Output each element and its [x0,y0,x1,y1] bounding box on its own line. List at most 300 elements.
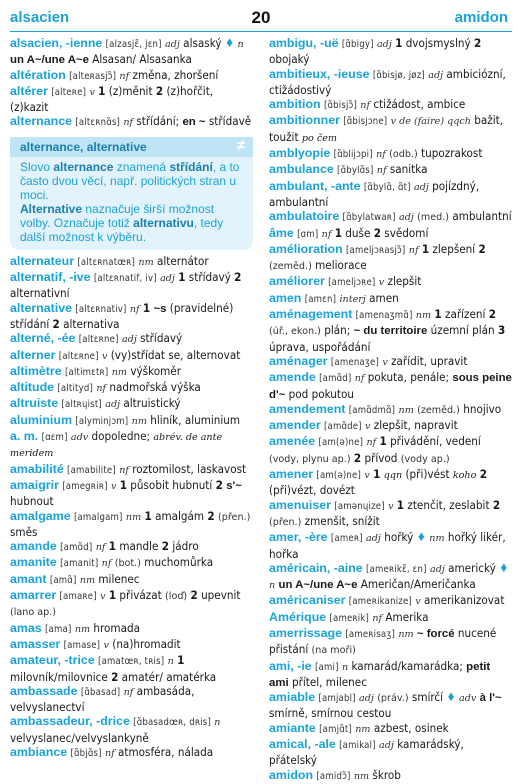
translation: nucené přistání [269,625,497,657]
sense-number: 2 [373,225,381,240]
usage-label: (med.) [417,212,450,224]
note: qqn [383,470,403,482]
translation: přivázat [119,588,162,603]
sense-number: 1 [142,300,151,315]
grammar: v [364,470,370,482]
pronunciation: [altityd] [57,383,94,395]
translation: smírně, smírnou cestou [269,706,392,721]
headword: alterner [10,347,56,362]
left-running-head: alsacien [10,9,70,26]
grammar: nm [353,770,370,782]
pronunciation: [ɑɛm] [41,432,68,444]
translation: úprava, uspořádání [269,339,371,354]
headword: amanite [10,555,57,570]
translation: americký [448,560,496,575]
headword: ambulant, -ante [269,178,361,193]
entry [269,274,512,290]
headword: amender [269,418,321,433]
sense-number: 1 [396,497,405,512]
translation: přítel, milenec [291,674,367,689]
grammar: nf [376,165,387,177]
usage-label: (bot.) [114,558,141,570]
translation: alsaský [183,36,222,50]
entry [10,555,253,571]
headword: ambigu, -uë [269,36,339,50]
entry [10,653,253,684]
pronunciation: [altimɛtʀ] [64,366,109,378]
pronunciation: [amɑ̃] [49,574,77,586]
headword: a. m. [10,429,39,444]
entry [269,97,512,113]
entry [269,610,512,626]
translation: hromada [93,620,140,635]
entry [10,331,253,347]
grammar: nf [372,612,383,624]
grammar: n [237,39,244,50]
pronunciation: [altʀɥist] [61,399,102,411]
translation: škrob [372,767,401,782]
entry [269,498,512,531]
sense-number: 1 [177,653,185,668]
grammar: nm [415,310,432,322]
pronunciation: [am(ə)ne] [318,437,364,449]
sense-number: 1 [108,588,117,603]
grammar: v [365,421,371,433]
translation: směs [10,524,38,539]
grammar: nf [366,437,377,449]
pronunciation: [ami] [315,661,339,673]
pronunciation: [ɑ̃bjɑ̃s] [70,747,102,759]
grammar: nm [138,256,154,268]
translation: hnojivo [463,401,502,416]
headword: ambitieux, -ieuse [269,66,370,81]
entry [10,413,253,429]
headword: amélioration [269,241,343,256]
grammar: interj [339,293,366,305]
grammar: nm [125,511,142,523]
note: abrév. de ante meridem [10,432,223,460]
translation: amen [369,290,399,305]
translation: střídavý [140,331,183,346]
translation: roztomilost, laskavost [132,461,247,476]
grammar: adj [379,740,394,752]
translation: Američan/Američanka [360,577,476,592]
headword: amabilité [10,461,64,476]
pronunciation: [ɑm] [297,228,319,240]
sense-number: 2 [478,241,486,256]
headword: amener [269,467,314,482]
entry [269,209,512,225]
pronunciation: [ɑ̃bisjɔ̃] [323,100,357,112]
translation: duše [345,225,371,240]
sense-number: 1 [144,508,152,523]
entry [269,467,512,498]
translation: amalgám [155,508,205,523]
page-number: 20 [251,8,271,27]
usage-label: (přen.) [269,516,302,528]
entry [269,146,512,162]
phrase: ~ du territoire [353,325,428,338]
entry [269,768,512,784]
entry [269,626,512,659]
usage-note-paragraph [20,160,243,202]
usage-note-paragraph [20,202,243,244]
header-rule [10,31,512,32]
headword: améliorer [269,274,325,289]
grammar: adv [70,432,89,444]
pronunciation: [amanit] [60,558,99,570]
entry [269,291,512,307]
entry [10,254,253,270]
grammar: nf [321,228,332,240]
pronunciation: [amjɑ̃t] [319,723,352,735]
entry [269,721,512,737]
translation: sanitka [389,162,428,177]
right-column [269,36,512,782]
grammar: adj [399,212,414,224]
translation: střídavě [208,114,252,129]
translation: ztenčit, zeslabit [407,497,490,512]
headword: ambassadeur, -drice [10,714,130,729]
pronunciation: [amɛn] [304,293,337,305]
grammar: n [167,656,174,668]
entry [269,737,512,768]
translation: meliorace [315,258,367,273]
grammar: v [382,356,388,368]
right-running-head: amidon [454,9,508,26]
pronunciation: [amɑ̃dmɑ̃] [348,404,396,416]
headword: amerrissage [269,625,343,640]
entry [269,370,512,402]
grammar: nm [429,533,445,545]
headword: américain, -aine [269,560,363,575]
grammar: nf [408,244,419,256]
usage-note-title [10,137,253,157]
pronunciation: [am(ə)ne] [316,470,362,482]
headword: amblyopie [269,146,331,161]
pronunciation: [ameʀisaʒ] [345,628,395,640]
pronunciation: [ameljɔʀasjɔ̃] [346,244,406,256]
sense-number: 2 [353,450,362,465]
sense-number: 1 [379,434,387,449]
entry [10,478,253,509]
grammar: nm [398,404,414,416]
phrase: s'~ [226,479,242,492]
grammar: v [388,500,394,512]
note: po čem [301,132,337,144]
pronunciation: [amjabl] [318,693,356,705]
sense-number: 2 [488,307,497,322]
translation: hořký [384,530,414,545]
translation: plán; [324,323,351,338]
note-keyword: střídání [169,159,213,174]
translation: přívod [364,450,398,465]
grammar: n [214,717,221,729]
translation: (pravidelné) střídání [10,300,234,331]
pronunciation: [amabilite] [67,464,116,476]
translation: zařídit, upravit [391,353,468,368]
entry [10,509,253,540]
entry [269,561,512,594]
grammar: nf [104,747,115,759]
grammar: n [269,580,276,592]
translation: zařízení [444,307,486,322]
grammar: nm [398,628,414,640]
headword: ambassade [10,683,78,698]
grammar: v [110,480,117,492]
sense-number: 1 [108,539,117,554]
translation: obojaký [269,52,310,67]
translation: tupozrakost [421,146,483,161]
note-text: , tedy další možnost k výběru. [20,215,224,244]
translation: změna, zhoršení [132,67,219,82]
headword: amiable [269,690,316,705]
pronunciation: [ameljɔʀe] [328,277,376,289]
headword: amarrer [10,588,57,603]
translation: milovník/milovnice [10,669,108,684]
translation: Amerika [385,609,429,624]
entry [269,113,512,146]
sense-number: 2 [190,588,198,603]
translation: nadmořská výška [109,380,201,395]
note-text: Slovo [20,159,54,174]
pronunciation: [amidɔ̃] [316,770,351,782]
entry [10,684,253,715]
translation: (z)měnit [108,83,153,98]
translation: atmosféra, nálada [118,744,214,759]
grammar: adj [376,39,392,50]
phrase: ~ forcé [416,627,455,640]
grammar: nf [360,100,371,112]
pronunciation: [amenaʒmɑ̃] [355,310,413,322]
entry [269,242,512,275]
page-header [0,0,522,40]
entry [269,162,512,178]
headword: amiante [269,720,316,735]
note: koho [452,470,477,482]
sense-number: 1 [421,241,430,256]
usage-label: (lano ap.) [10,607,57,619]
entry [10,714,253,745]
translation: ambiciózní, ctižádostivý [269,66,506,97]
pronunciation: [altɛʀne] [78,334,119,346]
entry [10,621,253,637]
translation: zlepšit, napravit [373,418,458,433]
usage-label: (práv.) [377,693,409,705]
grammar: adv [459,693,477,705]
pronunciation: [amɑ̃d] [60,542,93,554]
translation: velvyslanec/velvyslankyně [10,730,149,745]
pronunciation: [ɑ̃bylatwaʀ] [342,212,396,224]
headword: alternatif, -ive [10,270,91,285]
grammar: nf [101,558,112,570]
usage-label: (úř., ekon.) [269,326,321,338]
translation: pod pokutou [288,386,354,401]
sense-number: 3 [497,323,506,338]
pronunciation: [ɑ̃bylɑ̃, ɑ̃t] [363,181,411,193]
pronunciation: [ɑ̃bigy] [341,39,374,50]
translation: upevnit [201,588,241,603]
headword: amalgame [10,508,71,523]
grammar: v [415,596,421,608]
translation: jádro [172,539,199,554]
phrase: sous peine d'~ [269,372,512,401]
headword: alterné, -ée [10,331,76,346]
headword: altitude [10,380,55,395]
translation: (na)hromadit [112,636,181,651]
entry [10,588,253,621]
grammar: nf [119,70,130,82]
entry [10,539,253,555]
headword: amateur, -trice [10,653,95,668]
pronunciation: [ɑ̃bisjɔne] [343,116,388,128]
entry [269,530,512,561]
translation: přivádění, vedení [390,434,481,449]
translation: alternativa [63,316,120,331]
entry [269,354,512,370]
headword: amenée [269,434,316,449]
phrase: à l'~ [479,692,502,705]
pronunciation: [ɑ̃bylɑ̃s] [337,165,374,177]
translation: zlepšit [387,274,422,289]
sense-number: 2 [479,467,487,482]
headword: amaigrir [10,477,59,492]
translation: zmenšit, snížit [304,513,380,528]
translation: územní plán [430,323,495,338]
translation: ambulantní [452,209,512,224]
pronunciation: [amatœʀ, tʀis] [98,656,165,668]
headword: amer, -ère [269,530,328,545]
translation: zlepšení [432,241,476,256]
entry [10,364,253,380]
translation: milenec [98,571,140,586]
phrase: en ~ [182,116,206,129]
pronunciation: [amɑ̃de] [323,421,362,433]
sense-number: 2 [492,497,501,512]
pronunciation: [altɛʀne] [58,350,99,362]
note-keyword: alternance [53,159,114,174]
usage-label: (vody, plynu ap.) [269,453,351,465]
entry [10,637,253,653]
translation: smírčí [411,690,444,705]
entry [269,67,512,98]
usage-label: (odb.) [389,149,418,161]
entry [10,68,253,84]
headword: Amérique [269,609,327,624]
pronunciation: [amənɥize] [334,500,385,512]
grammar: v [103,639,109,651]
translation: bažit, toužit [269,113,504,144]
headword: alsacien, -ienne [10,36,103,50]
pronunciation: [ameʀik] [329,612,370,624]
translation: ambasáda, velvyslanectví [10,683,195,715]
translation: azbest, osinek [373,720,449,735]
entry [10,429,253,462]
headword: aluminium [10,412,72,427]
entry [269,179,512,210]
translation: střídavý [188,270,231,285]
note-keyword: alternativu [133,215,194,230]
headword: altimètre [10,363,62,378]
translation: (z)hořčit, (z)kazit [10,83,214,115]
usage-note-box [10,137,253,250]
translation: dvojsmyslný [405,36,471,50]
pronunciation: [ɑ̃basadœʀ, dʀis] [133,717,211,729]
pronunciation: [ameʀikɛ̃, ɛn] [365,563,427,575]
entry [269,307,512,354]
usage-note-body [10,157,253,250]
sense-number: 2 [207,508,215,523]
entry [10,462,253,478]
headword: amande [10,539,57,554]
sense-number: 1 [434,307,442,322]
entry [10,84,253,115]
grammar: nm [111,366,128,378]
translation: amerikanizovat [424,593,505,608]
entry [10,745,253,761]
note-text: znamená [113,159,170,174]
translation: kamarádský, přátelský [269,737,464,768]
entry [269,226,512,242]
headword: alternative [10,300,72,315]
headword: ami, -ie [269,658,312,673]
usage-note-heading: alternance, alternative [20,139,147,154]
pronunciation: [amikal] [339,740,376,752]
sense-number: 1 [373,467,381,482]
diamond-icon: ♦ [416,530,426,545]
entry [10,301,253,332]
headword: altération [10,67,66,82]
note-text: , a to často dvou věcí, např. politických stran u moci. [20,159,240,202]
headword: alternateur [10,253,75,268]
headword: américaniser [269,593,346,608]
entry [269,690,512,721]
translation: svědomí [384,225,429,240]
usage-label: (vody ap.) [400,453,450,465]
headword: altruiste [10,396,59,411]
sense-number: 2 [52,316,60,331]
grammar: nf [123,117,134,129]
sense-number: 2 [161,539,170,554]
grammar: n [341,661,349,673]
translation: mandle [119,539,159,554]
usage-label: (přen.) [217,511,251,523]
pronunciation: [amase] [63,639,101,651]
grammar: adj [359,693,374,705]
headword: amendement [269,401,346,416]
pronunciation: [amegʀiʀ] [62,480,108,492]
usage-label: (na moři) [311,645,356,657]
grammar: nm [355,723,371,735]
sense-number: 2 [111,669,119,684]
entry [269,659,512,691]
headword: amen [269,290,302,305]
translation: alternativní [10,286,70,301]
sense-number: 2 [215,477,223,492]
headword: ambition [269,97,321,112]
translation: amatér/ amatérka [121,669,217,684]
grammar: nm [74,623,91,635]
translation: působit hubnutí [130,477,213,492]
pronunciation: [ɑ̃bisjø, jøz] [372,69,425,81]
translation: dopoledne; [91,429,151,444]
pronunciation: [alteʀe] [51,86,87,98]
diamond-icon: ♦ [224,36,235,50]
usage-label: (zeměd.) [417,404,460,416]
grammar: nf [129,303,140,315]
translation: (vy)střídat se, alternovat [110,347,241,362]
entry [10,114,253,130]
